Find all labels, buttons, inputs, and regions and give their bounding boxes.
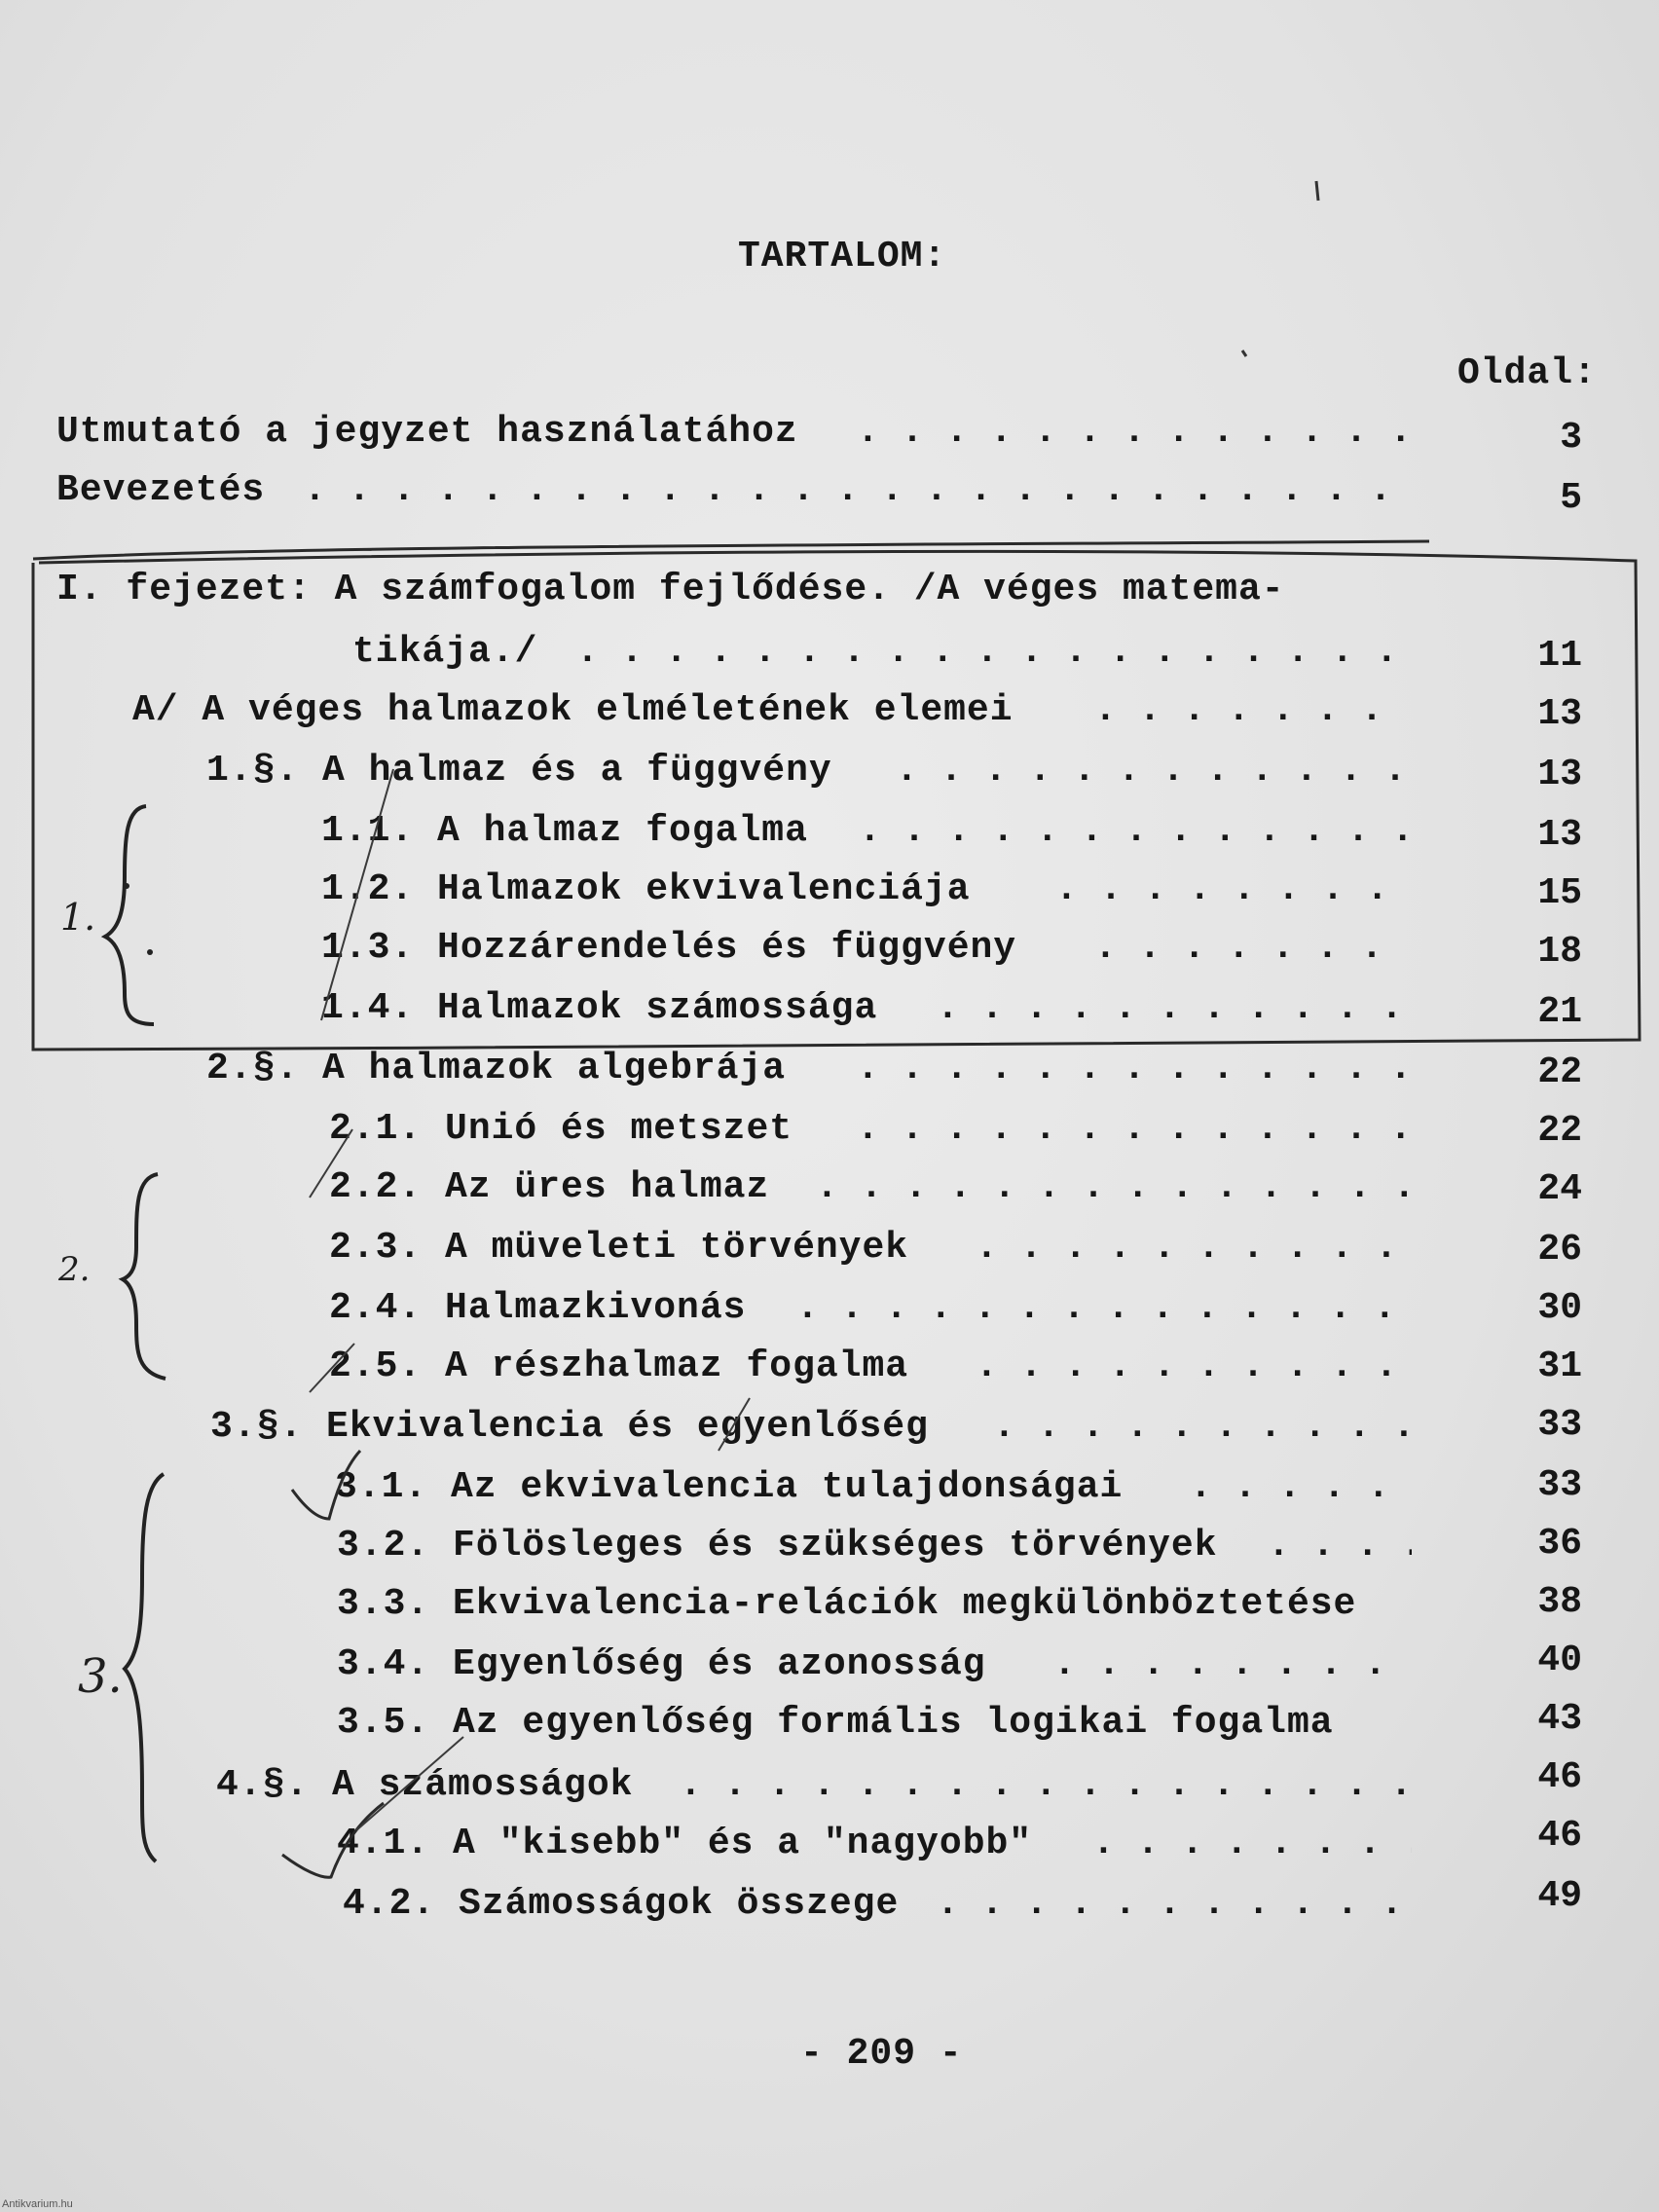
pencil-slash — [719, 1398, 750, 1451]
toc-entry-text: 3.2. Fölösleges és szükséges törvények — [337, 1525, 1218, 1567]
pencil-slash — [356, 1737, 463, 1830]
toc-entry-text: 3.1. Az ekvivalencia tulajdonságai — [335, 1466, 1124, 1508]
toc-entry-page: 46 — [1537, 1756, 1582, 1798]
toc-entry-page: 40 — [1537, 1640, 1582, 1681]
toc-entry-page: 15 — [1537, 872, 1582, 914]
pencil-slash — [321, 769, 393, 1020]
brace-2 — [123, 1174, 166, 1379]
toc-entry-text: 2.4. Halmazkivonás — [329, 1287, 747, 1329]
hand-drawn-box — [33, 541, 1640, 1050]
toc-entry-page: 24 — [1537, 1168, 1582, 1210]
pencil-slash — [310, 1129, 352, 1198]
toc-entry-text: 1.2. Halmazok ekvivalenciája — [321, 868, 971, 910]
toc-entry-page: 36 — [1537, 1523, 1582, 1565]
toc-entry-text: 2.1. Unió és metszet — [329, 1108, 793, 1150]
brace-1 — [105, 806, 154, 1024]
toc-entry-text: tikája./ — [352, 631, 538, 673]
handwritten-mark-2: 2. — [58, 1250, 91, 1289]
toc-entry-page: 13 — [1537, 814, 1582, 856]
toc-entry-page: 3 — [1560, 417, 1582, 459]
toc-entry-text: Utmutató a jegyzet használatához — [56, 411, 798, 453]
toc-entry-page: 22 — [1537, 1110, 1582, 1152]
toc-entry-text: 4.2. Számosságok összege — [343, 1883, 900, 1925]
toc-entry-text: 1.§. A halmaz és a függvény — [206, 750, 832, 792]
handwritten-mark-3: 3. — [78, 1649, 123, 1704]
toc-entry-page: 5 — [1560, 477, 1582, 519]
pencil-slash — [310, 1344, 354, 1392]
toc-entry-text: A/ A véges halmazok elméletének elemei — [132, 689, 1014, 731]
toc-entry-text: 2.§. A halmazok algebrája — [206, 1048, 787, 1089]
check-mark — [292, 1451, 360, 1519]
toc-entry-text: 4.1. A "kisebb" és a "nagyobb" — [337, 1823, 1033, 1864]
toc-entry-text: 4.§. A számosságok — [216, 1764, 634, 1806]
watermark: Antikvarium.hu — [2, 2198, 73, 2210]
toc-entry-page: 18 — [1537, 931, 1582, 973]
toc-entry-text: 3.4. Egyenlőség és azonosság — [337, 1643, 986, 1685]
handwritten-mark-1: 1. — [60, 896, 96, 939]
toc-entry-page: 33 — [1537, 1464, 1582, 1506]
toc-entry-text: 3.5. Az egyenlőség formális logikai fogalma — [337, 1702, 1334, 1744]
toc-entry-page: 43 — [1537, 1698, 1582, 1740]
toc-entry-page: 33 — [1537, 1404, 1582, 1446]
toc-entry-page: 46 — [1537, 1815, 1582, 1857]
toc-entry-text: 2.3. A müveleti törvények — [329, 1227, 909, 1269]
toc-entry-text: I. fejezet: A számfogalom fejlődése. /A véges matema- — [56, 569, 1285, 610]
toc-entry-page: 38 — [1537, 1581, 1582, 1623]
brace-3 — [125, 1474, 164, 1862]
toc-entry-page: 11 — [1537, 635, 1582, 677]
oldal-label: Oldal: — [1457, 352, 1597, 394]
toc-entry-text: 3.§. Ekvivalencia és egyenlőség — [210, 1406, 929, 1448]
toc-entry-text: 1.4. Halmazok számossága — [321, 987, 878, 1029]
toc-entry-page: 49 — [1537, 1875, 1582, 1917]
toc-entry-page: 22 — [1537, 1051, 1582, 1093]
page-title: TARTALOM: — [738, 236, 947, 277]
page-number: - 209 - — [800, 2033, 963, 2075]
toc-entry-page: 13 — [1537, 693, 1582, 735]
toc-entry-page: 30 — [1537, 1287, 1582, 1329]
toc-entry-page: 13 — [1537, 754, 1582, 795]
toc-entry-page: 21 — [1537, 991, 1582, 1033]
toc-entry-text: Bevezetés — [56, 469, 266, 511]
toc-entry-text: 2.2. Az üres halmaz — [329, 1166, 770, 1208]
check-mark — [282, 1803, 384, 1877]
toc-entry-text: 1.1. A halmaz fogalma — [321, 810, 808, 852]
toc-entry-text: 2.5. A részhalmaz fogalma — [329, 1346, 909, 1387]
toc-entry-text: 3.3. Ekvivalencia-relációk megkülönböztetése — [337, 1583, 1357, 1625]
toc-entry-page: 26 — [1537, 1229, 1582, 1271]
toc-entry-text: 1.3. Hozzárendelés és függvény — [321, 927, 1017, 969]
toc-entry-page: 31 — [1537, 1346, 1582, 1387]
